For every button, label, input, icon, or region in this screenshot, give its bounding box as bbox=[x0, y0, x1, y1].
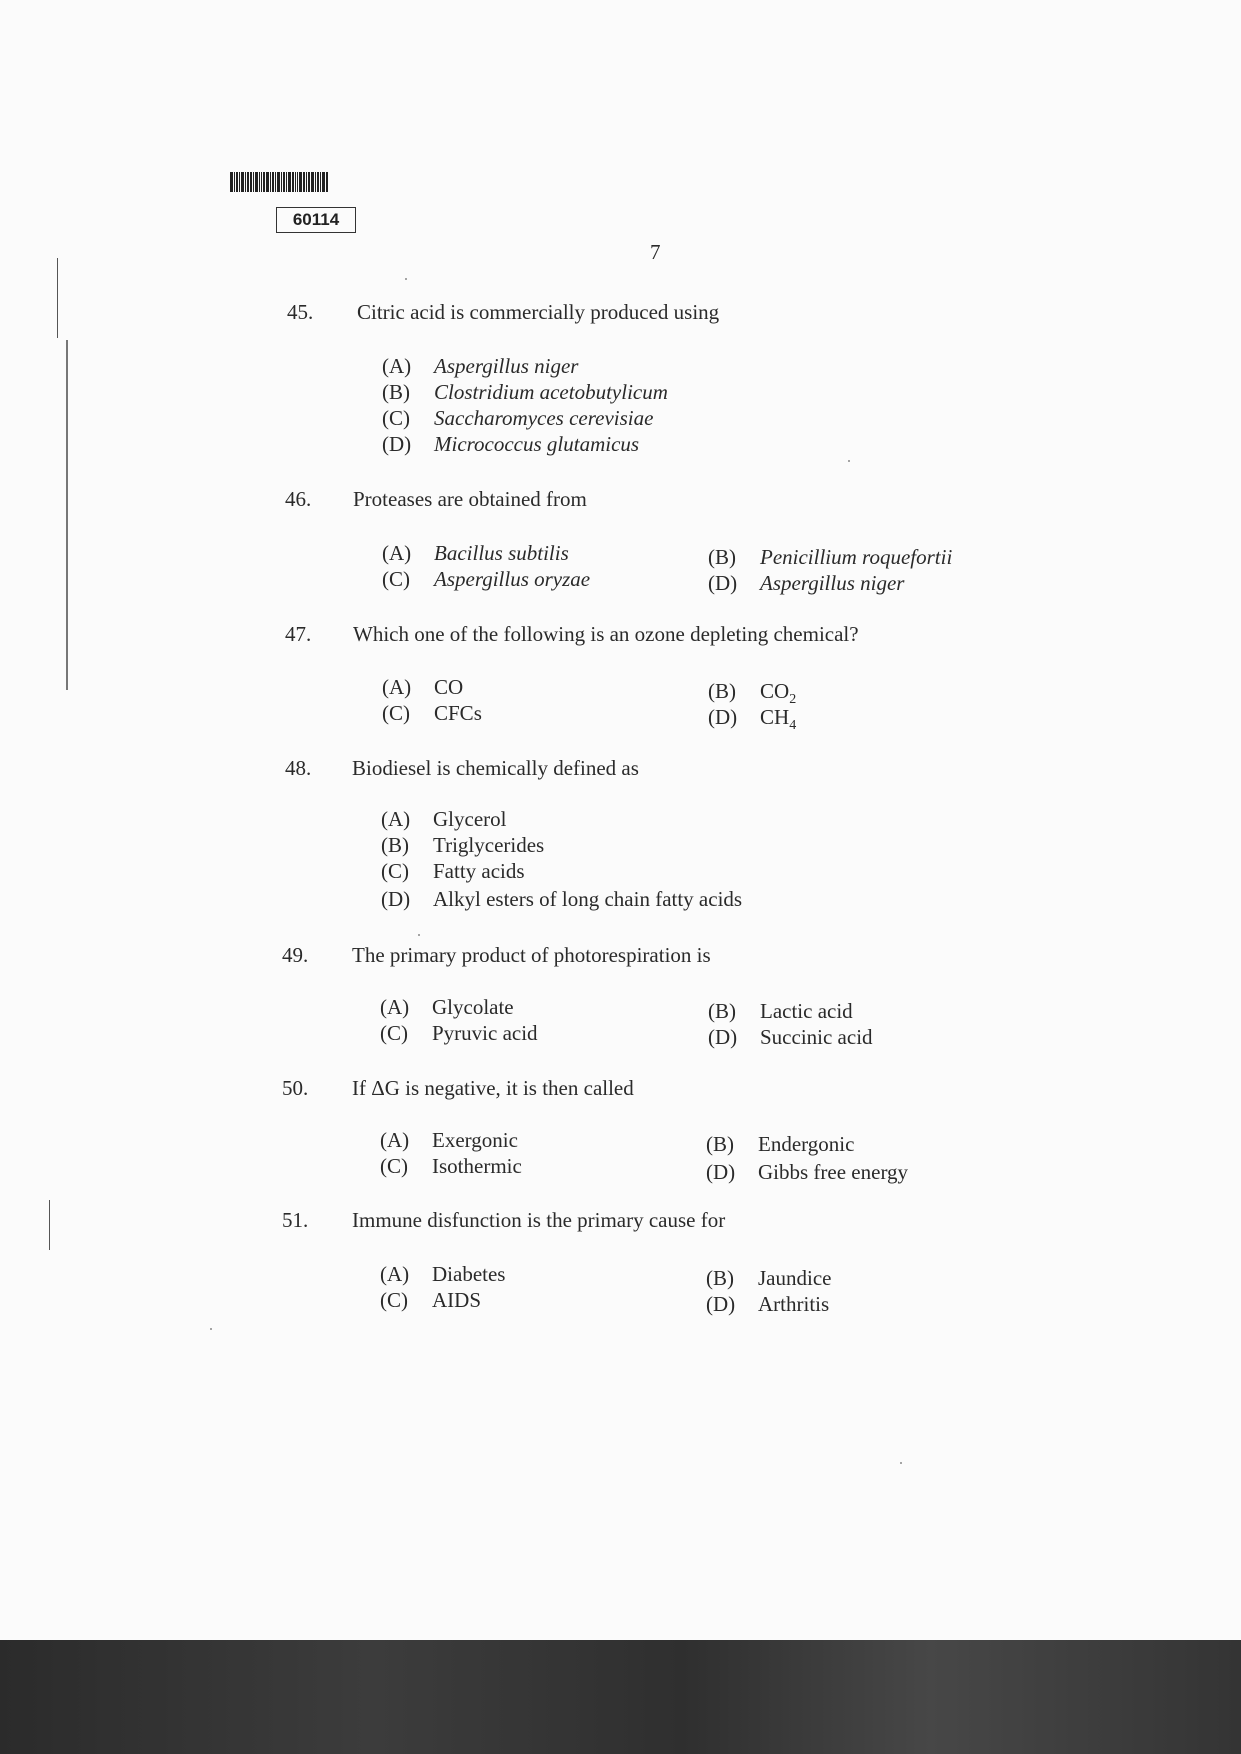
option[interactable] bbox=[708, 705, 796, 734]
option-label: (A) bbox=[380, 1128, 410, 1152]
option-text: CO bbox=[434, 675, 464, 699]
option-label: (C) bbox=[382, 701, 410, 725]
option-text: Fatty acids bbox=[433, 859, 525, 883]
option-text: Glycolate bbox=[432, 995, 514, 1019]
option-label: (B) bbox=[382, 380, 410, 404]
option-text: Lactic acid bbox=[760, 999, 853, 1023]
option-text: Gibbs free energy bbox=[758, 1160, 909, 1184]
question-number: 45. bbox=[287, 300, 314, 324]
question-number: 48. bbox=[285, 756, 312, 780]
option-label: (A) bbox=[382, 541, 412, 565]
option-label: (C) bbox=[381, 859, 409, 883]
question-text: If ΔG is negative, it is then called bbox=[352, 1076, 634, 1100]
option[interactable] bbox=[706, 1160, 908, 1185]
option-label: (A) bbox=[381, 807, 411, 831]
option-text: Aspergillus niger bbox=[434, 354, 579, 378]
option-label: (B) bbox=[381, 833, 409, 857]
option[interactable] bbox=[708, 545, 952, 570]
option-label: (B) bbox=[706, 1266, 734, 1290]
option-text: CO bbox=[760, 679, 790, 703]
option-text: Aspergillus oryzae bbox=[434, 567, 591, 591]
option[interactable] bbox=[382, 675, 463, 700]
option[interactable] bbox=[382, 380, 668, 405]
option-text: Clostridium acetobutylicum bbox=[434, 380, 668, 404]
option-label: (C) bbox=[380, 1154, 408, 1178]
option-label: (D) bbox=[381, 887, 411, 911]
option-label: (D) bbox=[708, 705, 738, 729]
option-text: Isothermic bbox=[432, 1154, 522, 1178]
scan-border bbox=[0, 1640, 1241, 1754]
option[interactable] bbox=[708, 679, 796, 708]
question-number: 51. bbox=[282, 1208, 309, 1232]
option-text: Alkyl esters of long chain fatty acids bbox=[433, 887, 743, 911]
option-label: (D) bbox=[382, 432, 412, 456]
scan-artifact bbox=[66, 340, 68, 690]
scan-speck bbox=[210, 1328, 212, 1330]
question-text: Proteases are obtained from bbox=[353, 487, 587, 511]
page-number: 7 bbox=[650, 240, 661, 264]
option[interactable] bbox=[708, 571, 904, 596]
scan-speck bbox=[900, 1462, 902, 1464]
option-text: CFCs bbox=[434, 701, 482, 725]
option[interactable] bbox=[382, 541, 569, 566]
option-label: (D) bbox=[706, 1292, 736, 1316]
option-text: Glycerol bbox=[433, 807, 507, 831]
option-text: Succinic acid bbox=[760, 1025, 873, 1049]
question-text: Which one of the following is an ozone depleting chemical? bbox=[353, 622, 859, 646]
scan-speck bbox=[848, 460, 850, 462]
option-label: (C) bbox=[380, 1288, 408, 1312]
option-text: Endergonic bbox=[758, 1132, 855, 1156]
option[interactable] bbox=[382, 701, 482, 726]
option-label: (B) bbox=[708, 679, 736, 703]
option-label: (A) bbox=[380, 995, 410, 1019]
option-text: Diabetes bbox=[432, 1262, 506, 1286]
option-label: (B) bbox=[706, 1132, 734, 1156]
option-label: (D) bbox=[708, 571, 738, 595]
option-label: (A) bbox=[382, 354, 412, 378]
scan-speck bbox=[418, 934, 420, 936]
question-number: 50. bbox=[282, 1076, 309, 1100]
option-label: (A) bbox=[380, 1262, 410, 1286]
option-label: (B) bbox=[708, 999, 736, 1023]
question-text: Citric acid is commercially produced using bbox=[357, 300, 720, 324]
option[interactable] bbox=[708, 1025, 873, 1050]
option-text: Exergonic bbox=[432, 1128, 518, 1152]
question-text: The primary product of photorespiration is bbox=[352, 943, 711, 967]
question-number: 46. bbox=[285, 487, 312, 511]
option[interactable] bbox=[381, 859, 525, 884]
option[interactable] bbox=[380, 1154, 522, 1179]
option-text: Aspergillus niger bbox=[760, 571, 905, 595]
option-text: Triglycerides bbox=[433, 833, 545, 857]
option[interactable] bbox=[382, 567, 590, 592]
option-text: CH bbox=[760, 705, 790, 729]
option[interactable] bbox=[380, 1262, 505, 1287]
option-label: (A) bbox=[382, 675, 412, 699]
option[interactable] bbox=[380, 1021, 538, 1046]
option[interactable] bbox=[706, 1132, 854, 1157]
option-label: (B) bbox=[708, 545, 736, 569]
question-number: 47. bbox=[285, 622, 312, 646]
option[interactable] bbox=[382, 354, 578, 379]
option-subscript: 4 bbox=[789, 718, 797, 734]
option[interactable] bbox=[380, 1288, 481, 1313]
option-text: Saccharomyces cerevisiae bbox=[434, 406, 654, 430]
option[interactable] bbox=[706, 1266, 831, 1291]
option[interactable] bbox=[382, 406, 653, 431]
barcode bbox=[230, 172, 362, 192]
option[interactable] bbox=[381, 887, 742, 912]
option[interactable] bbox=[382, 432, 639, 457]
scan-speck bbox=[405, 278, 407, 280]
question-text: Biodiesel is chemically defined as bbox=[352, 756, 639, 780]
scan-artifact bbox=[57, 258, 58, 338]
option-label: (C) bbox=[380, 1021, 408, 1045]
option-text: Penicillium roquefortii bbox=[760, 545, 953, 569]
option[interactable] bbox=[380, 1128, 518, 1153]
paper-code: 60114 bbox=[276, 207, 356, 233]
option-label: (C) bbox=[382, 406, 410, 430]
option-label: (C) bbox=[382, 567, 410, 591]
option-subscript: 2 bbox=[789, 692, 797, 708]
question-number: 49. bbox=[282, 943, 309, 967]
option-label: (D) bbox=[708, 1025, 738, 1049]
scan-artifact bbox=[49, 1200, 50, 1250]
question-text: Immune disfunction is the primary cause for bbox=[352, 1208, 726, 1232]
option-text: Arthritis bbox=[758, 1292, 830, 1316]
option-label: (D) bbox=[706, 1160, 736, 1184]
option-text: Jaundice bbox=[758, 1266, 832, 1290]
option-text: Bacillus subtilis bbox=[434, 541, 569, 565]
option[interactable] bbox=[706, 1292, 829, 1317]
option[interactable] bbox=[381, 807, 506, 832]
option-text: Pyruvic acid bbox=[432, 1021, 538, 1045]
option-text: Micrococcus glutamicus bbox=[434, 432, 640, 456]
option[interactable] bbox=[381, 833, 544, 858]
option-text: AIDS bbox=[432, 1288, 482, 1312]
option[interactable] bbox=[380, 995, 514, 1020]
option[interactable] bbox=[708, 999, 853, 1024]
